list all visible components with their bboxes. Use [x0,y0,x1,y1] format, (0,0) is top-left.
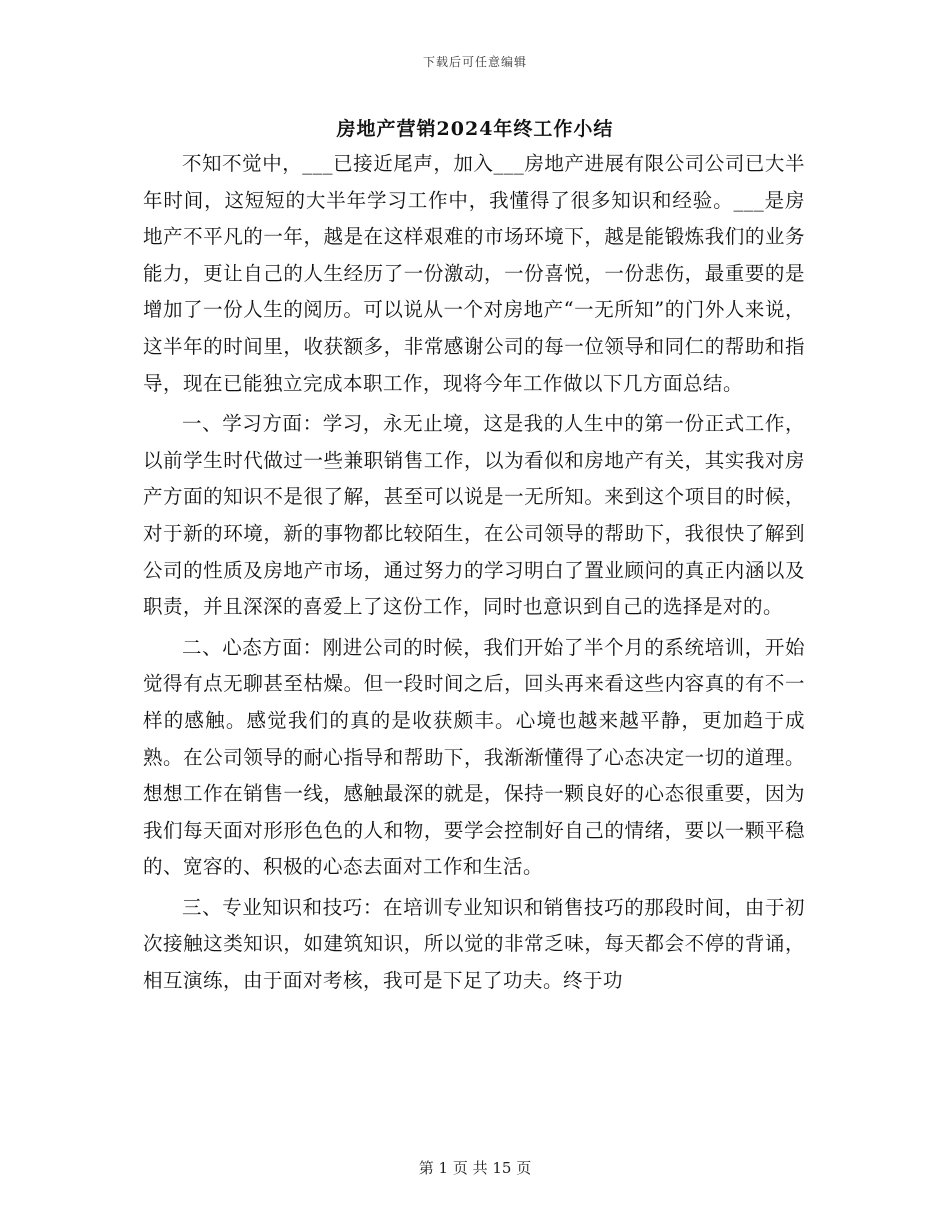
paragraph-mindset: 二、心态方面：刚进公司的时候，我们开始了半个月的系统培训，开始觉得有点无聊甚至枯燥。但一段时间之后，回头再来看这些内容真的有不一样的感触。感觉我们的真的是收获颇丰。心境也越来越平静，更加趋于成熟。在公司领导的耐心指导和帮助下，我渐渐懂得了心态决定一切的道理。想想工作在销售一线，感触最深的就是，保持一颗良好的心态很重要，因为我们每天面对形形色色的人和物，要学会控制好自己的情绪，要以一颗平稳的、宽容的、积极的心态去面对工作和生活。 [143,635,805,879]
document-body [143,146,805,1000]
document-title: 房地产营销2024年终工作小结 [336,118,614,140]
paragraph-intro: 不知不觉中，___已接近尾声，加入___房地产进展有限公司公司已大半年时间，这短短的大半年学习工作中，我懂得了很多知识和经验。___是房地产不平凡的一年，越是在这样艰难的市场环境下，越是能锻炼我们的业务能力，更让自己的人生经历了一份激动，一份喜悦，一份悲伤，最重要的是增加了一份人生的阅历。可以说从一个对房地产“一无所知”的门外人来说，这半年的时间里，收获额多，非常感谢公司的每一位领导和同仁的帮助和指导，现在已能独立完成本职工作，现将今年工作做以下几方面总结。 [143,152,805,395]
paragraph-skills: 三、专业知识和技巧：在培训专业知识和销售技巧的那段时间，由于初次接触这类知识，如建筑知识，所以觉的非常乏味，每天都会不停的背诵，相互演练，由于面对考核，我可是下足了功夫。终于功 [143,895,805,993]
page-header-note: 下载后可任意编辑 [422,55,527,69]
page-number: 第 1 页 共 15 页 [418,1159,532,1177]
paragraph-study: 一、学习方面：学习，永无止境，这是我的人生中的第一份正式工作，以前学生时代做过一些兼职销售工作，以为看似和房地产有关，其实我对房产方面的知识不是很了解，甚至可以说是一无所知。来到这个项目的时候，对于新的环境，新的事物都比较陌生，在公司领导的帮助下，我很快了解到公司的性质及房地产市场，通过努力的学习明白了置业顾问的真正内涵以及职责，并且深深的喜爱上了这份工作，同时也意识到自己的选择是对的。 [143,412,805,619]
